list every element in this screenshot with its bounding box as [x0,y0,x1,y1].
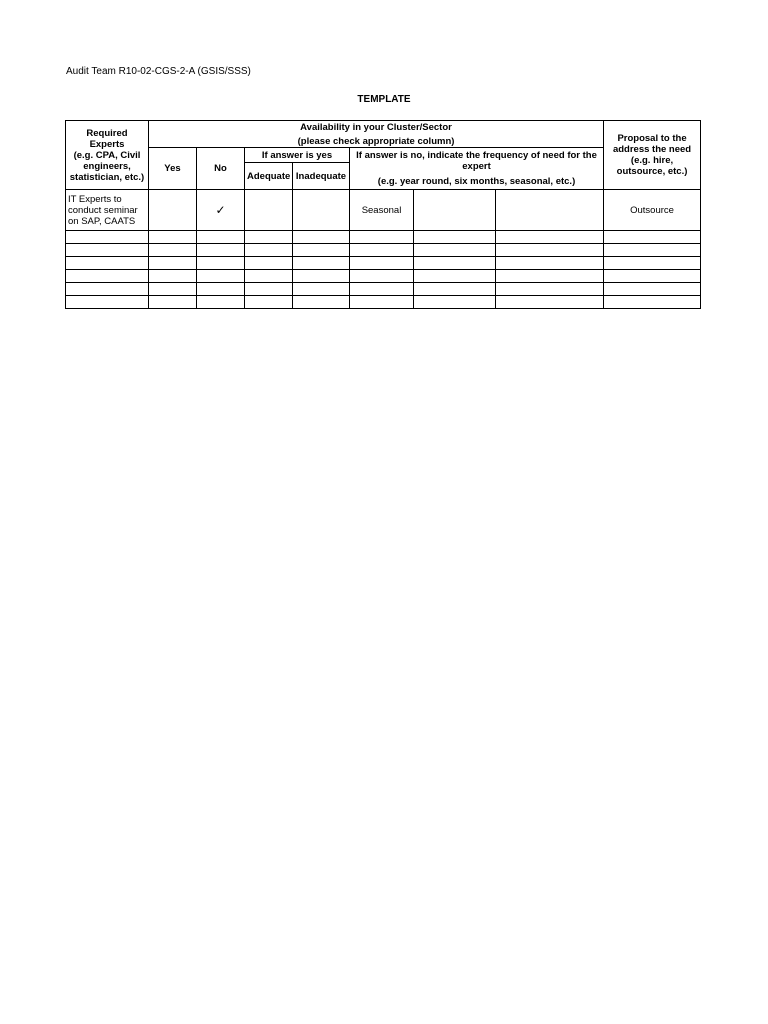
empty-cell [496,231,604,244]
empty-cell [293,244,350,257]
empty-cell [197,270,245,283]
table-row-empty [66,283,701,296]
empty-cell [604,257,701,270]
cell-inadequate [293,190,350,231]
empty-cell [350,283,414,296]
empty-cell [414,257,496,270]
empty-cell [149,257,197,270]
empty-cell [293,270,350,283]
empty-cell [604,296,701,309]
empty-cell [66,257,149,270]
empty-cell [197,231,245,244]
empty-cell [496,270,604,283]
empty-cell [197,244,245,257]
header-availability: Availability in your Cluster/Sector (please check appropriate column) [149,121,604,148]
empty-cell [350,244,414,257]
empty-cell [604,283,701,296]
empty-cell [245,296,293,309]
empty-cell [293,296,350,309]
empty-cell [414,244,496,257]
empty-cell [414,283,496,296]
header-adequate: Adequate [245,163,293,190]
document-title: TEMPLATE [357,94,411,105]
empty-cell [350,257,414,270]
table-row-empty [66,244,701,257]
cell-expert: IT Experts to conduct seminar on SAP, CAATS [66,190,149,231]
table-row-empty [66,257,701,270]
header-yes: Yes [149,148,197,190]
empty-cell [414,270,496,283]
empty-cell [604,244,701,257]
empty-cell [197,257,245,270]
table-row-empty [66,270,701,283]
empty-cell [66,244,149,257]
empty-cell [496,244,604,257]
empty-cell [496,257,604,270]
empty-cell [414,231,496,244]
empty-cell [66,270,149,283]
empty-cell [496,296,604,309]
header-required-experts: Required Experts (e.g. CPA, Civil engineers, statistician, etc.) [66,121,149,190]
empty-cell [350,270,414,283]
empty-cell [350,296,414,309]
empty-cell [245,257,293,270]
cell-yes [149,190,197,231]
empty-cell [245,244,293,257]
expert-needs-table [65,120,701,309]
cell-proposal: Outsource [604,190,701,231]
empty-cell [245,231,293,244]
header-no: No [197,148,245,190]
empty-cell [604,270,701,283]
empty-cell [414,296,496,309]
empty-cell [245,270,293,283]
empty-cell [149,283,197,296]
empty-cell [149,244,197,257]
empty-cell [293,283,350,296]
cell-adequate [245,190,293,231]
cell-frequency-2 [414,190,496,231]
empty-cell [149,270,197,283]
table-row-empty [66,231,701,244]
header-if-no: If answer is no, indicate the frequency of need for the expert (e.g. year round, six months, seasonal, etc.) [350,148,604,190]
cell-frequency-3 [496,190,604,231]
header-if-yes: If answer is yes [245,148,350,163]
empty-cell [245,283,293,296]
empty-cell [496,283,604,296]
empty-cell [293,231,350,244]
header-inadequate: Inadequate [293,163,350,190]
empty-cell [604,231,701,244]
empty-cell [197,283,245,296]
empty-cell [66,283,149,296]
empty-cell [197,296,245,309]
empty-cell [66,296,149,309]
empty-cell [149,296,197,309]
empty-cell [66,231,149,244]
header-proposal: Proposal to the address the need (e.g. hire, outsource, etc.) [604,121,701,190]
check-icon: ✓ [197,190,245,231]
document-id: Audit Team R10-02-CGS-2-A (GSIS/SSS) [66,66,251,77]
empty-cell [350,231,414,244]
empty-cell [149,231,197,244]
empty-cell [293,257,350,270]
table-row [66,190,701,231]
cell-frequency-1: Seasonal [350,190,414,231]
table-row-empty [66,296,701,309]
